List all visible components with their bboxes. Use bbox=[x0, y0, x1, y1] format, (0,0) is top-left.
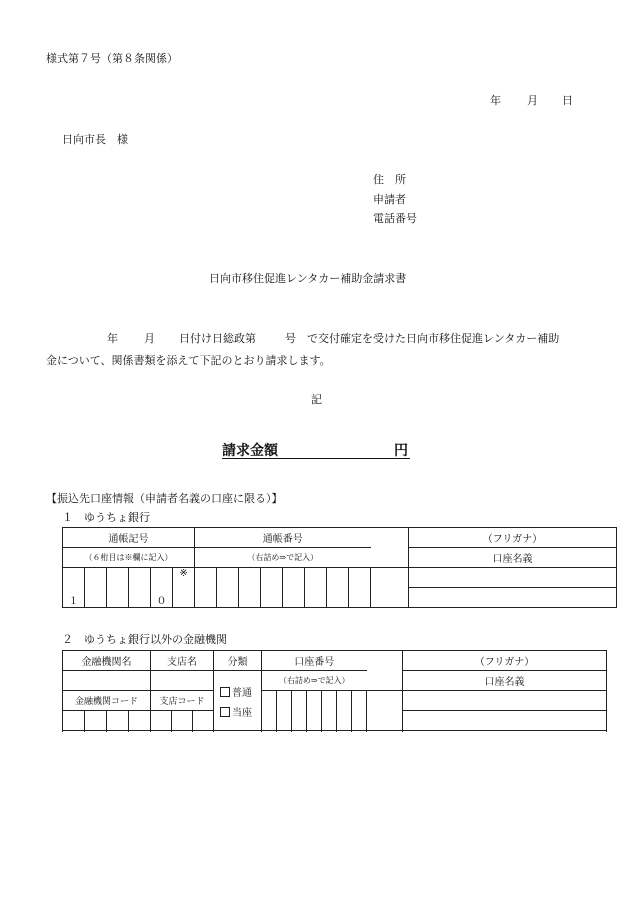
branch-name-header: 支店名 bbox=[151, 651, 214, 671]
branch-code-digit-1[interactable] bbox=[151, 711, 172, 731]
other-bank-heading: ２ ゆうちょ銀行以外の金融機関 bbox=[62, 633, 227, 646]
bank-name-input[interactable] bbox=[63, 671, 151, 691]
body-number-part: 号 bbox=[285, 332, 296, 345]
bank-code-digit-1[interactable] bbox=[63, 711, 85, 731]
bank-code-digit-3[interactable] bbox=[107, 711, 129, 731]
body-year: 年 bbox=[107, 332, 118, 345]
form-number: 様式第７号（第８条関係） bbox=[46, 52, 178, 65]
acct-digit-4[interactable] bbox=[307, 691, 322, 731]
passbook-number-header: 通帳番号 bbox=[195, 528, 371, 548]
yucho-account-name-input[interactable] bbox=[409, 588, 617, 608]
other-furigana-input[interactable] bbox=[403, 691, 607, 711]
yen-unit: 円 bbox=[394, 443, 408, 459]
date-year-label: 年 bbox=[490, 94, 501, 107]
category-cell bbox=[214, 671, 262, 731]
other-account-name-header: 口座名義 bbox=[403, 671, 607, 691]
symbol-digit-2[interactable] bbox=[85, 568, 107, 608]
yucho-furigana-header: （フリガナ） bbox=[409, 528, 617, 548]
bank-code-digit-2[interactable] bbox=[85, 711, 107, 731]
asterisk-mark: ※ bbox=[179, 568, 188, 579]
bank-code-digit-4[interactable] bbox=[129, 711, 151, 731]
body-month: 月 bbox=[144, 332, 155, 345]
transfer-heading: 【振込先口座情報（申請者名義の口座に限る）】 bbox=[46, 492, 283, 505]
date-day-label: 日 bbox=[562, 94, 573, 107]
number-digit-1[interactable] bbox=[195, 568, 217, 608]
number-digit-6[interactable] bbox=[305, 568, 327, 608]
yucho-furigana-input[interactable] bbox=[409, 568, 617, 588]
branch-name-input[interactable] bbox=[151, 671, 214, 691]
number-digit-2[interactable] bbox=[217, 568, 239, 608]
number-digit-4[interactable] bbox=[261, 568, 283, 608]
body-date-part: 日付け日総政第 bbox=[179, 332, 256, 345]
passbook-symbol-header: 通帳記号 bbox=[63, 528, 195, 548]
symbol-digit-6[interactable] bbox=[173, 568, 195, 608]
ordinary-checkbox[interactable]: 普通 bbox=[214, 687, 261, 701]
account-number-note: （右詰め⇒で記入） bbox=[262, 671, 367, 691]
claim-amount-line bbox=[222, 440, 410, 459]
body-line2: 金について、関係書類を添えて下記のとおり請求します。 bbox=[46, 354, 331, 367]
addressee: 日向市長 様 bbox=[62, 133, 128, 146]
passbook-symbol-note: （６桁目は※欄に記入） bbox=[63, 548, 195, 568]
applicant-label: 申請者 bbox=[373, 193, 406, 206]
yucho-account-table bbox=[62, 527, 617, 608]
number-digit-7[interactable] bbox=[327, 568, 349, 608]
claim-amount-label: 請求金額 bbox=[222, 443, 278, 459]
address-label: 住 所 bbox=[373, 173, 406, 186]
yucho-account-name-header: 口座名義 bbox=[409, 548, 617, 568]
yucho-heading: １ ゆうちょ銀行 bbox=[62, 511, 150, 524]
acct-digit-6[interactable] bbox=[337, 691, 352, 731]
other-account-name-input[interactable] bbox=[403, 711, 607, 731]
branch-code-label: 支店コード bbox=[151, 691, 214, 711]
account-number-header: 口座番号 bbox=[262, 651, 367, 671]
symbol-digit-3[interactable] bbox=[107, 568, 129, 608]
date-month-label: 月 bbox=[527, 94, 538, 107]
symbol-digit-5[interactable]: ０ bbox=[151, 568, 173, 608]
ki-label: 記 bbox=[311, 393, 322, 406]
acct-digit-7[interactable] bbox=[352, 691, 367, 731]
symbol-digit-4[interactable] bbox=[129, 568, 151, 608]
other-furigana-header: （フリガナ） bbox=[403, 651, 607, 671]
number-digit-3[interactable] bbox=[239, 568, 261, 608]
passbook-number-note: （右詰め⇒で記入） bbox=[195, 548, 371, 568]
number-digit-8[interactable] bbox=[349, 568, 371, 608]
number-digit-5[interactable] bbox=[283, 568, 305, 608]
other-bank-table bbox=[62, 650, 607, 731]
symbol-digit-1[interactable]: １ bbox=[63, 568, 85, 608]
bank-code-label: 金融機関コード bbox=[63, 691, 151, 711]
phone-label: 電話番号 bbox=[373, 212, 417, 225]
branch-code-digit-2[interactable] bbox=[172, 711, 193, 731]
document-title: 日向市移住促進レンタカー補助金請求書 bbox=[209, 272, 407, 285]
current-checkbox[interactable]: 当座 bbox=[214, 707, 261, 721]
acct-digit-3[interactable] bbox=[292, 691, 307, 731]
bank-name-header: 金融機関名 bbox=[63, 651, 151, 671]
body-line1-rest: で交付確定を受けた日向市移住促進レンタカー補助 bbox=[307, 332, 560, 345]
acct-digit-2[interactable] bbox=[277, 691, 292, 731]
category-header: 分類 bbox=[214, 651, 262, 671]
acct-digit-1[interactable] bbox=[262, 691, 277, 731]
acct-digit-5[interactable] bbox=[322, 691, 337, 731]
branch-code-digit-3[interactable] bbox=[193, 711, 214, 731]
